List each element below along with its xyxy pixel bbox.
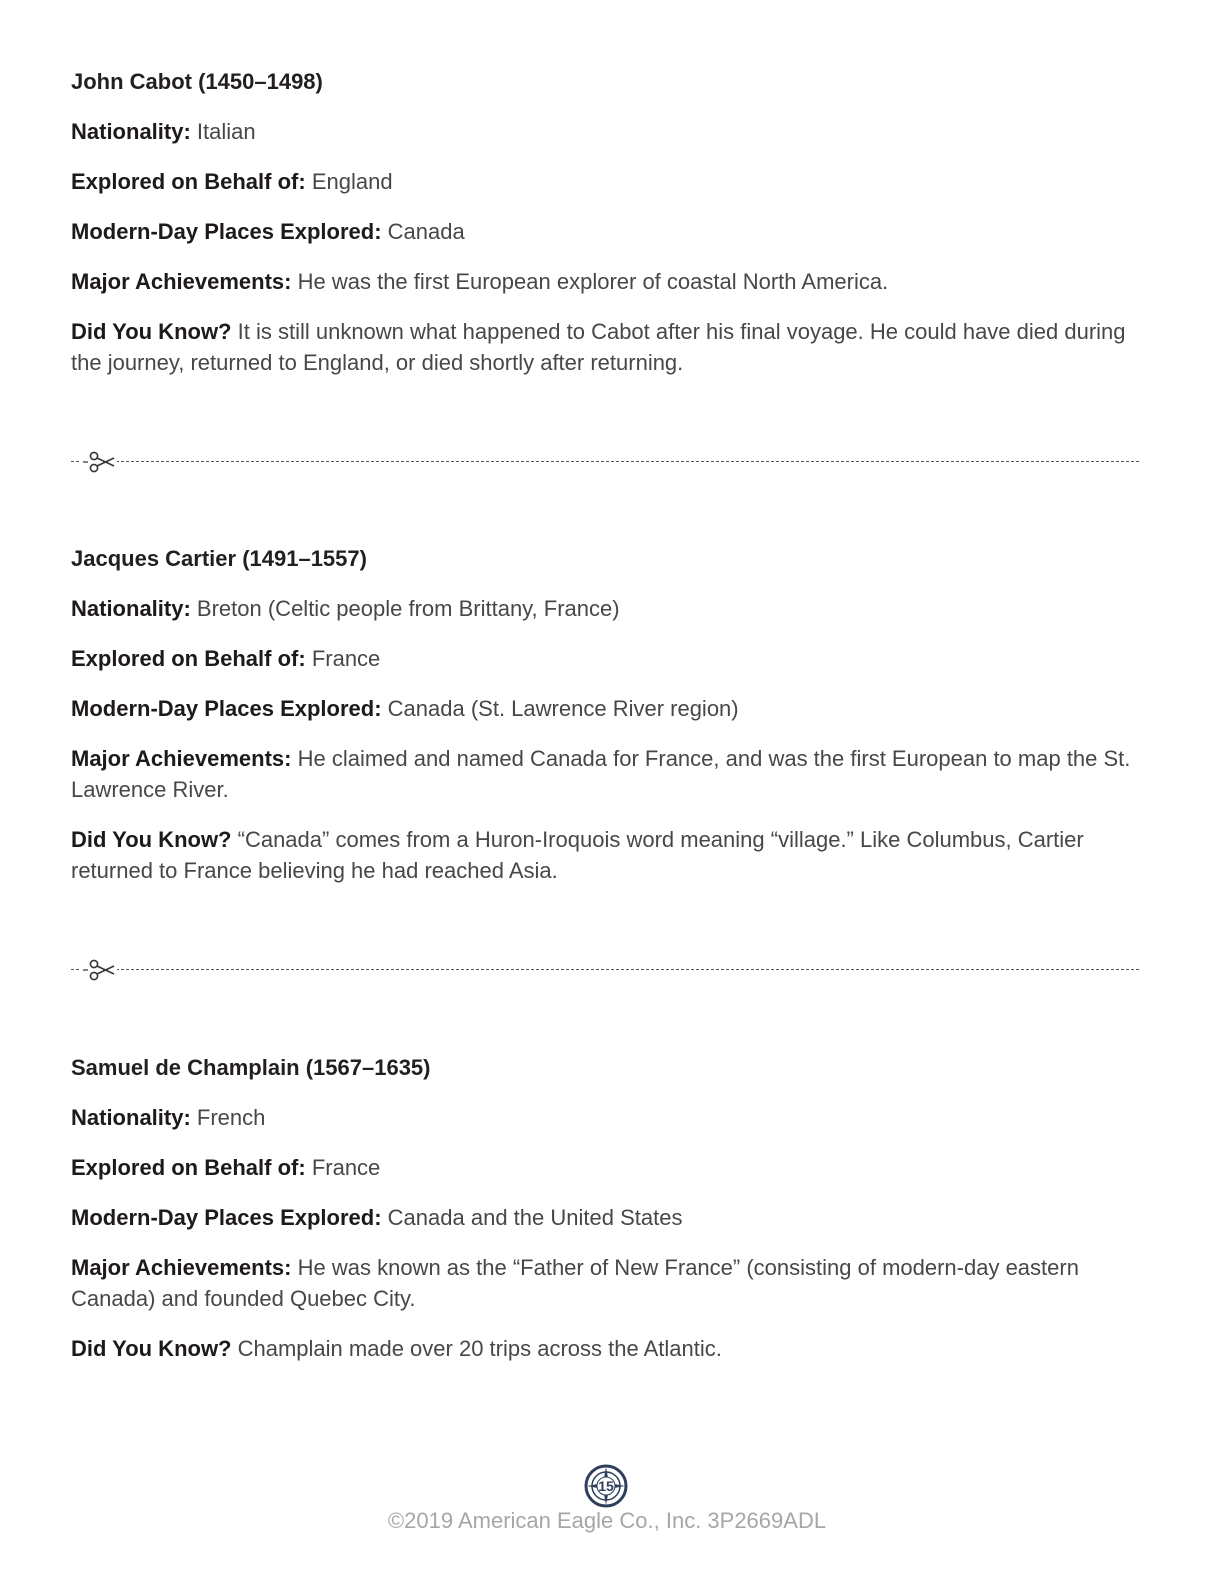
- explorer-card-cabot: [71, 66, 1151, 397]
- did-you-know-label: Did You Know?: [71, 319, 232, 344]
- explorer-name: Jacques Cartier (1491–1557): [71, 546, 367, 571]
- explorer-name: John Cabot (1450–1498): [71, 69, 323, 94]
- scissors-icon: [81, 958, 117, 982]
- behalf-value: England: [311, 169, 393, 194]
- did-you-know-label: Did You Know?: [71, 1336, 232, 1361]
- achievements-value: He was the first European explorer of coastal North America.: [297, 269, 889, 294]
- cut-line: [71, 958, 1139, 982]
- nationality-value: French: [196, 1105, 266, 1130]
- dashed-divider: [71, 461, 1139, 462]
- compass-icon: [584, 1464, 628, 1508]
- did-you-know-row: [71, 824, 1151, 886]
- achievements-value: He claimed and named Canada for France, and was the first European to map the St. Lawrence River.: [71, 746, 1131, 802]
- achievements-label: Major Achievements:: [71, 269, 292, 294]
- behalf-row: [71, 1152, 1151, 1183]
- behalf-value: France: [311, 1155, 381, 1180]
- nationality-label: Nationality:: [71, 1105, 191, 1130]
- did-you-know-row: [71, 316, 1151, 378]
- places-row: [71, 216, 1151, 247]
- achievements-label: Major Achievements:: [71, 1255, 292, 1280]
- places-value: Canada and the United States: [387, 1205, 683, 1230]
- behalf-row: [71, 166, 1151, 197]
- page-number: 15: [598, 1478, 614, 1494]
- explorer-name: Samuel de Champlain (1567–1635): [71, 1055, 431, 1080]
- places-row: [71, 1202, 1151, 1233]
- places-label: Modern-Day Places Explored:: [71, 219, 382, 244]
- cut-line: [71, 450, 1139, 474]
- nationality-label: Nationality:: [71, 596, 191, 621]
- achievements-row: [71, 1252, 1151, 1314]
- achievements-value: He was known as the “Father of New France” (consisting of modern-day eastern Canada) and founded Quebec City.: [71, 1255, 1079, 1311]
- did-you-know-row: [71, 1333, 1151, 1364]
- places-label: Modern-Day Places Explored:: [71, 1205, 382, 1230]
- achievements-row: [71, 266, 1151, 297]
- did-you-know-value: “Canada” comes from a Huron-Iroquois word meaning “village.” Like Columbus, Cartier returned to France believing he had reached Asia.: [71, 827, 1084, 883]
- places-label: Modern-Day Places Explored:: [71, 696, 382, 721]
- nationality-row: [71, 593, 1151, 624]
- achievements-row: [71, 743, 1151, 805]
- did-you-know-value: Champlain made over 20 trips across the Atlantic.: [237, 1336, 722, 1361]
- places-value: Canada (St. Lawrence River region): [387, 696, 739, 721]
- scissors-icon: [81, 450, 117, 474]
- behalf-label: Explored on Behalf of:: [71, 169, 306, 194]
- achievements-label: Major Achievements:: [71, 746, 292, 771]
- nationality-value: Italian: [196, 119, 256, 144]
- places-value: Canada: [387, 219, 465, 244]
- nationality-row: [71, 116, 1151, 147]
- behalf-value: France: [311, 646, 381, 671]
- did-you-know-value: It is still unknown what happened to Cabot after his final voyage. He could have died during the journey, returned to England, or died shortly after returning.: [71, 319, 1126, 375]
- nationality-value: Breton (Celtic people from Brittany, France): [196, 596, 620, 621]
- behalf-row: [71, 643, 1151, 674]
- explorer-card-cartier: [71, 543, 1151, 905]
- explorer-card-champlain: [71, 1052, 1151, 1383]
- dashed-divider: [71, 969, 1139, 970]
- copyright-text: ©2019 American Eagle Co., Inc. 3P2669ADL: [387, 1508, 827, 1533]
- behalf-label: Explored on Behalf of:: [71, 646, 306, 671]
- nationality-label: Nationality:: [71, 119, 191, 144]
- behalf-label: Explored on Behalf of:: [71, 1155, 306, 1180]
- nationality-row: [71, 1102, 1151, 1133]
- did-you-know-label: Did You Know?: [71, 827, 232, 852]
- places-row: [71, 693, 1151, 724]
